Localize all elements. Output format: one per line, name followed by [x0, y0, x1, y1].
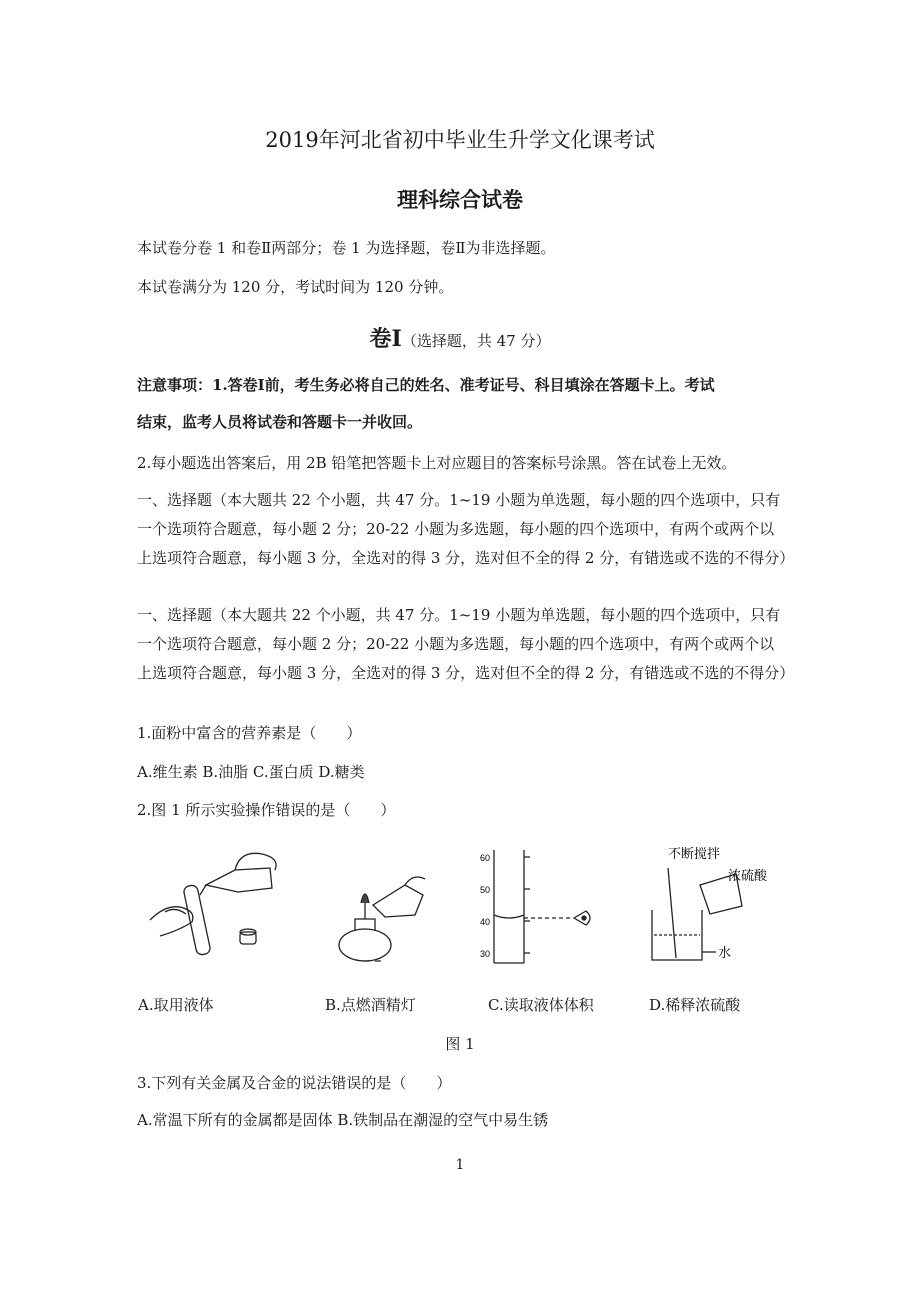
part1-instructions: 一、选择题（本大题共 22 个小题，共 47 分。1~19 小题为单选题，每小题的四个选项中，只有一个选项符合题意，每小题 2 分；20-22 小题为多选题，每小题的四个选项中，有两个或两个以上选项符合题意，每小题 3 分，全选对的得 3 分，选对但不全的得 2 分，有错选或不选的不得分）: [137, 491, 795, 567]
exam-subtitle: 理科综合试卷: [397, 187, 523, 212]
intro-line-1: 本试卷分卷 1 和卷Ⅱ两部分；卷 1 为选择题，卷Ⅱ为非选择题。: [137, 239, 556, 257]
notice-line-3: 2.每小题选出答案后，用 2B 铅笔把答题卡上对应题目的答案标号涂黑。答在试卷上无效。: [137, 454, 737, 472]
label-concentrated-acid: 浓硫酸: [728, 869, 768, 884]
question-3: 3.下列有关金属及合金的说法错误的是（ ）: [137, 1074, 452, 1092]
tick-label-30: 30: [480, 949, 491, 959]
page-number: 1: [455, 1157, 465, 1173]
tick-label-40: 40: [480, 917, 491, 927]
question-1: 1.面粉中富含的营养素是（ ）: [137, 724, 362, 742]
notice-line-2: 结束，监考人员将试卷和答题卡一并收回。: [137, 413, 423, 431]
exam-title: 2019年河北省初中毕业生升学文化课考试: [265, 128, 655, 152]
figure-caption-b: B.点燃酒精灯: [325, 996, 416, 1014]
intro-line-2: 本试卷满分为 120 分，考试时间为 120 分钟。: [137, 278, 454, 296]
section-heading-note: （选择题，共 47 分）: [401, 332, 551, 350]
figure-b-lighting-lamp: [325, 865, 435, 970]
part1-instructions-repeat: 一、选择题（本大题共 22 个小题，共 47 分。1~19 小题为单选题，每小题的四个选项中，只有一个选项符合题意，每小题 2 分；20-22 小题为多选题，每小题的四个选项中，有两个或两个以上选项符合题意，每小题 3 分，全选对的得 3 分，选对但不全的得 2 分，有错选或不选的不得分）: [137, 606, 795, 682]
question-3-options: A.常温下所有的金属都是固体 B.铁制品在潮湿的空气中易生锈: [137, 1111, 549, 1129]
label-stirring: 不断搅拌: [668, 847, 721, 862]
figure-a-pouring-liquid: [140, 840, 290, 970]
figure-caption-c: C.读取液体体积: [488, 996, 594, 1014]
tick-label-50: 50: [480, 885, 491, 895]
question-2: 2.图 1 所示实验操作错误的是（ ）: [137, 801, 396, 819]
tick-label-60: 60: [480, 853, 491, 863]
figure-d-diluting-acid: [640, 840, 790, 970]
figure-c-reading-volume: [480, 845, 600, 970]
figure-label: 图 1: [445, 1035, 475, 1053]
section-heading-main: 卷Ⅰ: [369, 326, 402, 352]
section-heading: [0, 322, 920, 353]
question-1-options: A.维生素 B.油脂 C.蛋白质 D.糖类: [137, 763, 365, 781]
notice-line-1: 注意事项：1.答卷Ⅰ前，考生务必将自己的姓名、准考证号、科目填涂在答题卡上。考试: [137, 376, 715, 394]
figure-caption-a: A.取用液体: [138, 996, 214, 1014]
figure-caption-d: D.稀释浓硫酸: [649, 996, 741, 1014]
label-water: 水: [718, 946, 732, 961]
